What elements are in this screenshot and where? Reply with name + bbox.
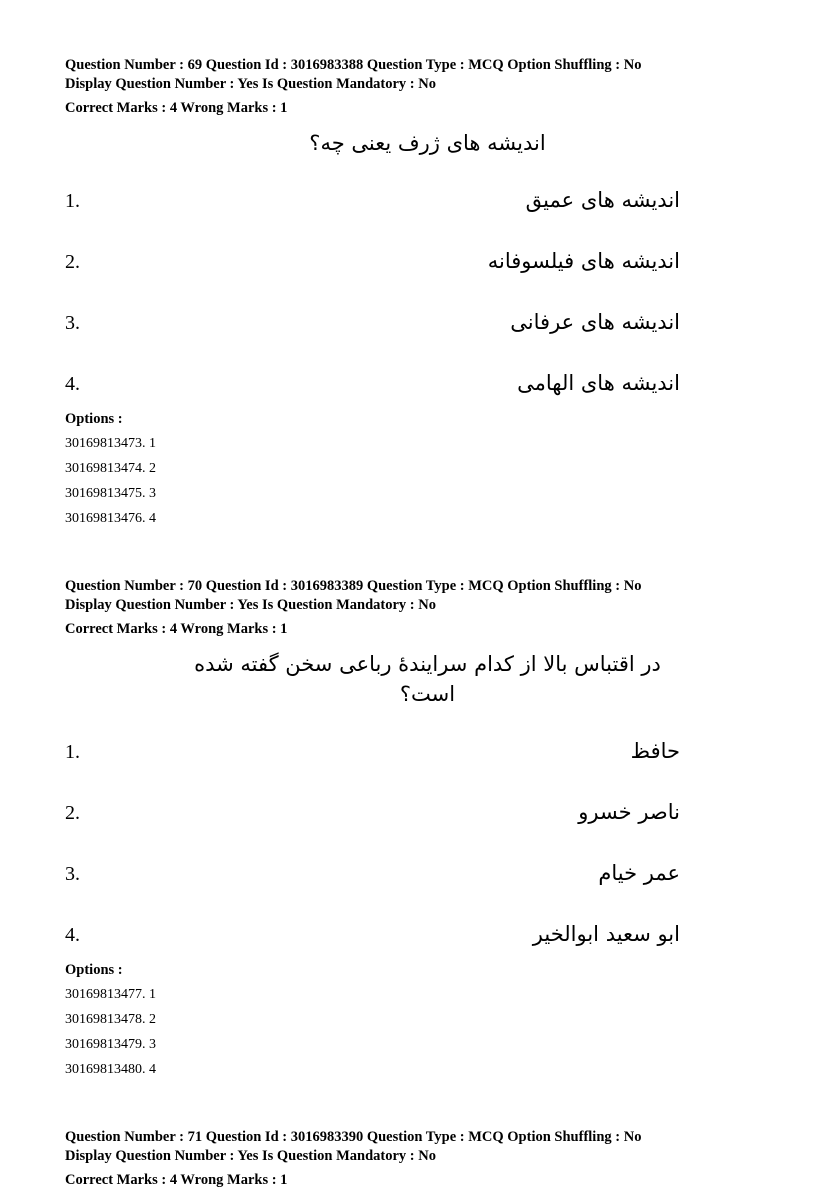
option-id: 30169813477. 1 [65, 987, 156, 1002]
option-number: 2. [65, 802, 80, 824]
option-row [65, 920, 680, 949]
option-text: عمر خیام [598, 861, 680, 885]
option-text: اندیشه های الهامی [517, 371, 680, 395]
option-number: 3. [65, 312, 80, 334]
question-text: اندیشه های ژرف یعنی چه؟ [309, 131, 546, 155]
question-block-70 [65, 577, 680, 1082]
option-id: 30169813478. 2 [65, 1012, 156, 1027]
option-id: 30169813473. 1 [65, 436, 156, 451]
option-text: اندیشه های عرفانی [510, 310, 680, 334]
option-id-list [65, 431, 680, 531]
option-id: 30169813476. 4 [65, 511, 156, 526]
option-id: 30169813480. 4 [65, 1062, 156, 1077]
option-id: 30169813479. 3 [65, 1037, 156, 1052]
option-text: ناصر خسرو [578, 800, 680, 824]
option-row [65, 369, 680, 398]
question-block-71 [65, 1128, 680, 1190]
option-number: 3. [65, 863, 80, 885]
option-text: اندیشه های فیلسوفانه [487, 249, 680, 273]
option-number: 4. [65, 373, 80, 395]
question-meta-line2: Display Question Number : Yes Is Question Mandatory : No [65, 76, 436, 92]
options-label: Options : [65, 411, 123, 427]
question-meta-line1: Question Number : 71 Question Id : 3016983390 Question Type : MCQ Option Shuffling : No [65, 1129, 642, 1145]
option-row [65, 308, 680, 337]
option-text: ابو سعید ابوالخیر [532, 922, 680, 946]
option-id: 30169813474. 2 [65, 461, 156, 476]
option-text: اندیشه های عمیق [525, 188, 680, 212]
option-row [65, 859, 680, 888]
option-id-list [65, 982, 680, 1082]
option-number: 4. [65, 924, 80, 946]
option-text: حافظ [630, 739, 680, 763]
question-marks: Correct Marks : 4 Wrong Marks : 1 [65, 621, 288, 637]
question-marks: Correct Marks : 4 Wrong Marks : 1 [65, 100, 288, 116]
question-meta-line2: Display Question Number : Yes Is Question Mandatory : No [65, 597, 436, 613]
options-label: Options : [65, 962, 123, 978]
option-id: 30169813475. 3 [65, 486, 156, 501]
question-text: در اقتباس بالا از کدام سرایندهٔ رباعی سخن گفته شده است؟ [194, 652, 661, 706]
question-meta-line2: Display Question Number : Yes Is Question Mandatory : No [65, 1148, 436, 1164]
question-marks: Correct Marks : 4 Wrong Marks : 1 [65, 1172, 288, 1188]
question-meta-line1: Question Number : 69 Question Id : 3016983388 Question Type : MCQ Option Shuffling : No [65, 57, 642, 73]
option-row [65, 737, 680, 766]
option-row [65, 186, 680, 215]
option-number: 1. [65, 190, 80, 212]
option-number: 2. [65, 251, 80, 273]
option-number: 1. [65, 741, 80, 763]
option-row [65, 798, 680, 827]
question-block-69 [65, 56, 680, 531]
question-meta-line1: Question Number : 70 Question Id : 3016983389 Question Type : MCQ Option Shuffling : No [65, 578, 642, 594]
option-row [65, 247, 680, 276]
